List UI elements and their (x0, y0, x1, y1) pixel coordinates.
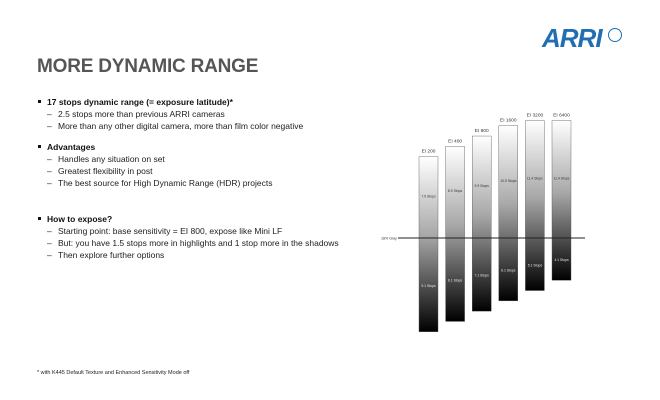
section-advantages (38, 141, 272, 189)
stops-above-label: 7.9 Stops (421, 194, 436, 199)
section-heading: Advantages (38, 141, 272, 153)
stops-below-label: 5.1 Stops (527, 263, 543, 268)
list-item: – More than any other digital camera, more than film color negative (38, 120, 303, 132)
ei-bar (499, 126, 518, 301)
stops-above-label: 8.9 Stops (447, 189, 463, 194)
stops-below-label: 8.1 Stops (447, 278, 463, 283)
logo-text: ARRI (542, 23, 602, 53)
stops-above-label: 10.9 Stops (500, 178, 517, 183)
section-dynamic-range (38, 96, 303, 132)
arri-logo (542, 25, 632, 51)
ei-category-label: EI 3200 (526, 113, 544, 119)
section-heading: 17 stops dynamic range (= exposure latitude)* (38, 96, 303, 108)
list-item: – Greatest flexibility in post (38, 165, 272, 177)
ei-bar (472, 136, 491, 311)
ei-bar (419, 157, 438, 332)
list-item: – Then explore further options (38, 249, 339, 261)
list-item: – Handles any situation on set (38, 153, 272, 165)
list-item: – The best source for High Dynamic Range (HDR) projects (38, 177, 272, 189)
ei-bar (446, 146, 465, 321)
section-how-to-expose (38, 213, 339, 261)
gray-reference-label: 18% Gray (381, 236, 397, 241)
page-title: MORE DYNAMIC RANGE (37, 56, 259, 77)
ei-latitude-chart (380, 70, 580, 370)
registered-trademark-icon (608, 28, 622, 42)
stops-above-label: 11.4 Stops (553, 176, 570, 181)
list-item: – 2.5 stops more than previous ARRI cameras (38, 108, 303, 120)
stops-below-label: 9.1 Stops (421, 283, 436, 288)
stops-below-label: 6.1 Stops (501, 268, 516, 273)
footnote: * with K445 Default Texture and Enhanced Sensitivity Mode off (37, 370, 190, 376)
stops-below-label: 4.1 Stops (554, 258, 569, 263)
ei-category-label: EI 6400 (553, 113, 570, 119)
stops-below-label: 7.1 Stops (474, 273, 489, 278)
stops-above-label: 9.9 Stops (474, 184, 489, 189)
section-heading: How to expose? (38, 213, 339, 225)
ei-category-label: EI 800 (474, 129, 489, 135)
stops-above-label: 11.4 Stops (526, 176, 543, 181)
ei-bar (552, 121, 571, 281)
list-item: – But: you have 1.5 stops more in highlights and 1 stop more in the shadows (38, 237, 339, 249)
ei-category-label: EI 400 (448, 139, 463, 145)
ei-category-label: EI 200 (421, 149, 436, 155)
list-item: – Starting point: base sensitivity = EI 800, expose like Mini LF (38, 225, 339, 237)
ei-category-label: EI 1600 (500, 118, 517, 124)
